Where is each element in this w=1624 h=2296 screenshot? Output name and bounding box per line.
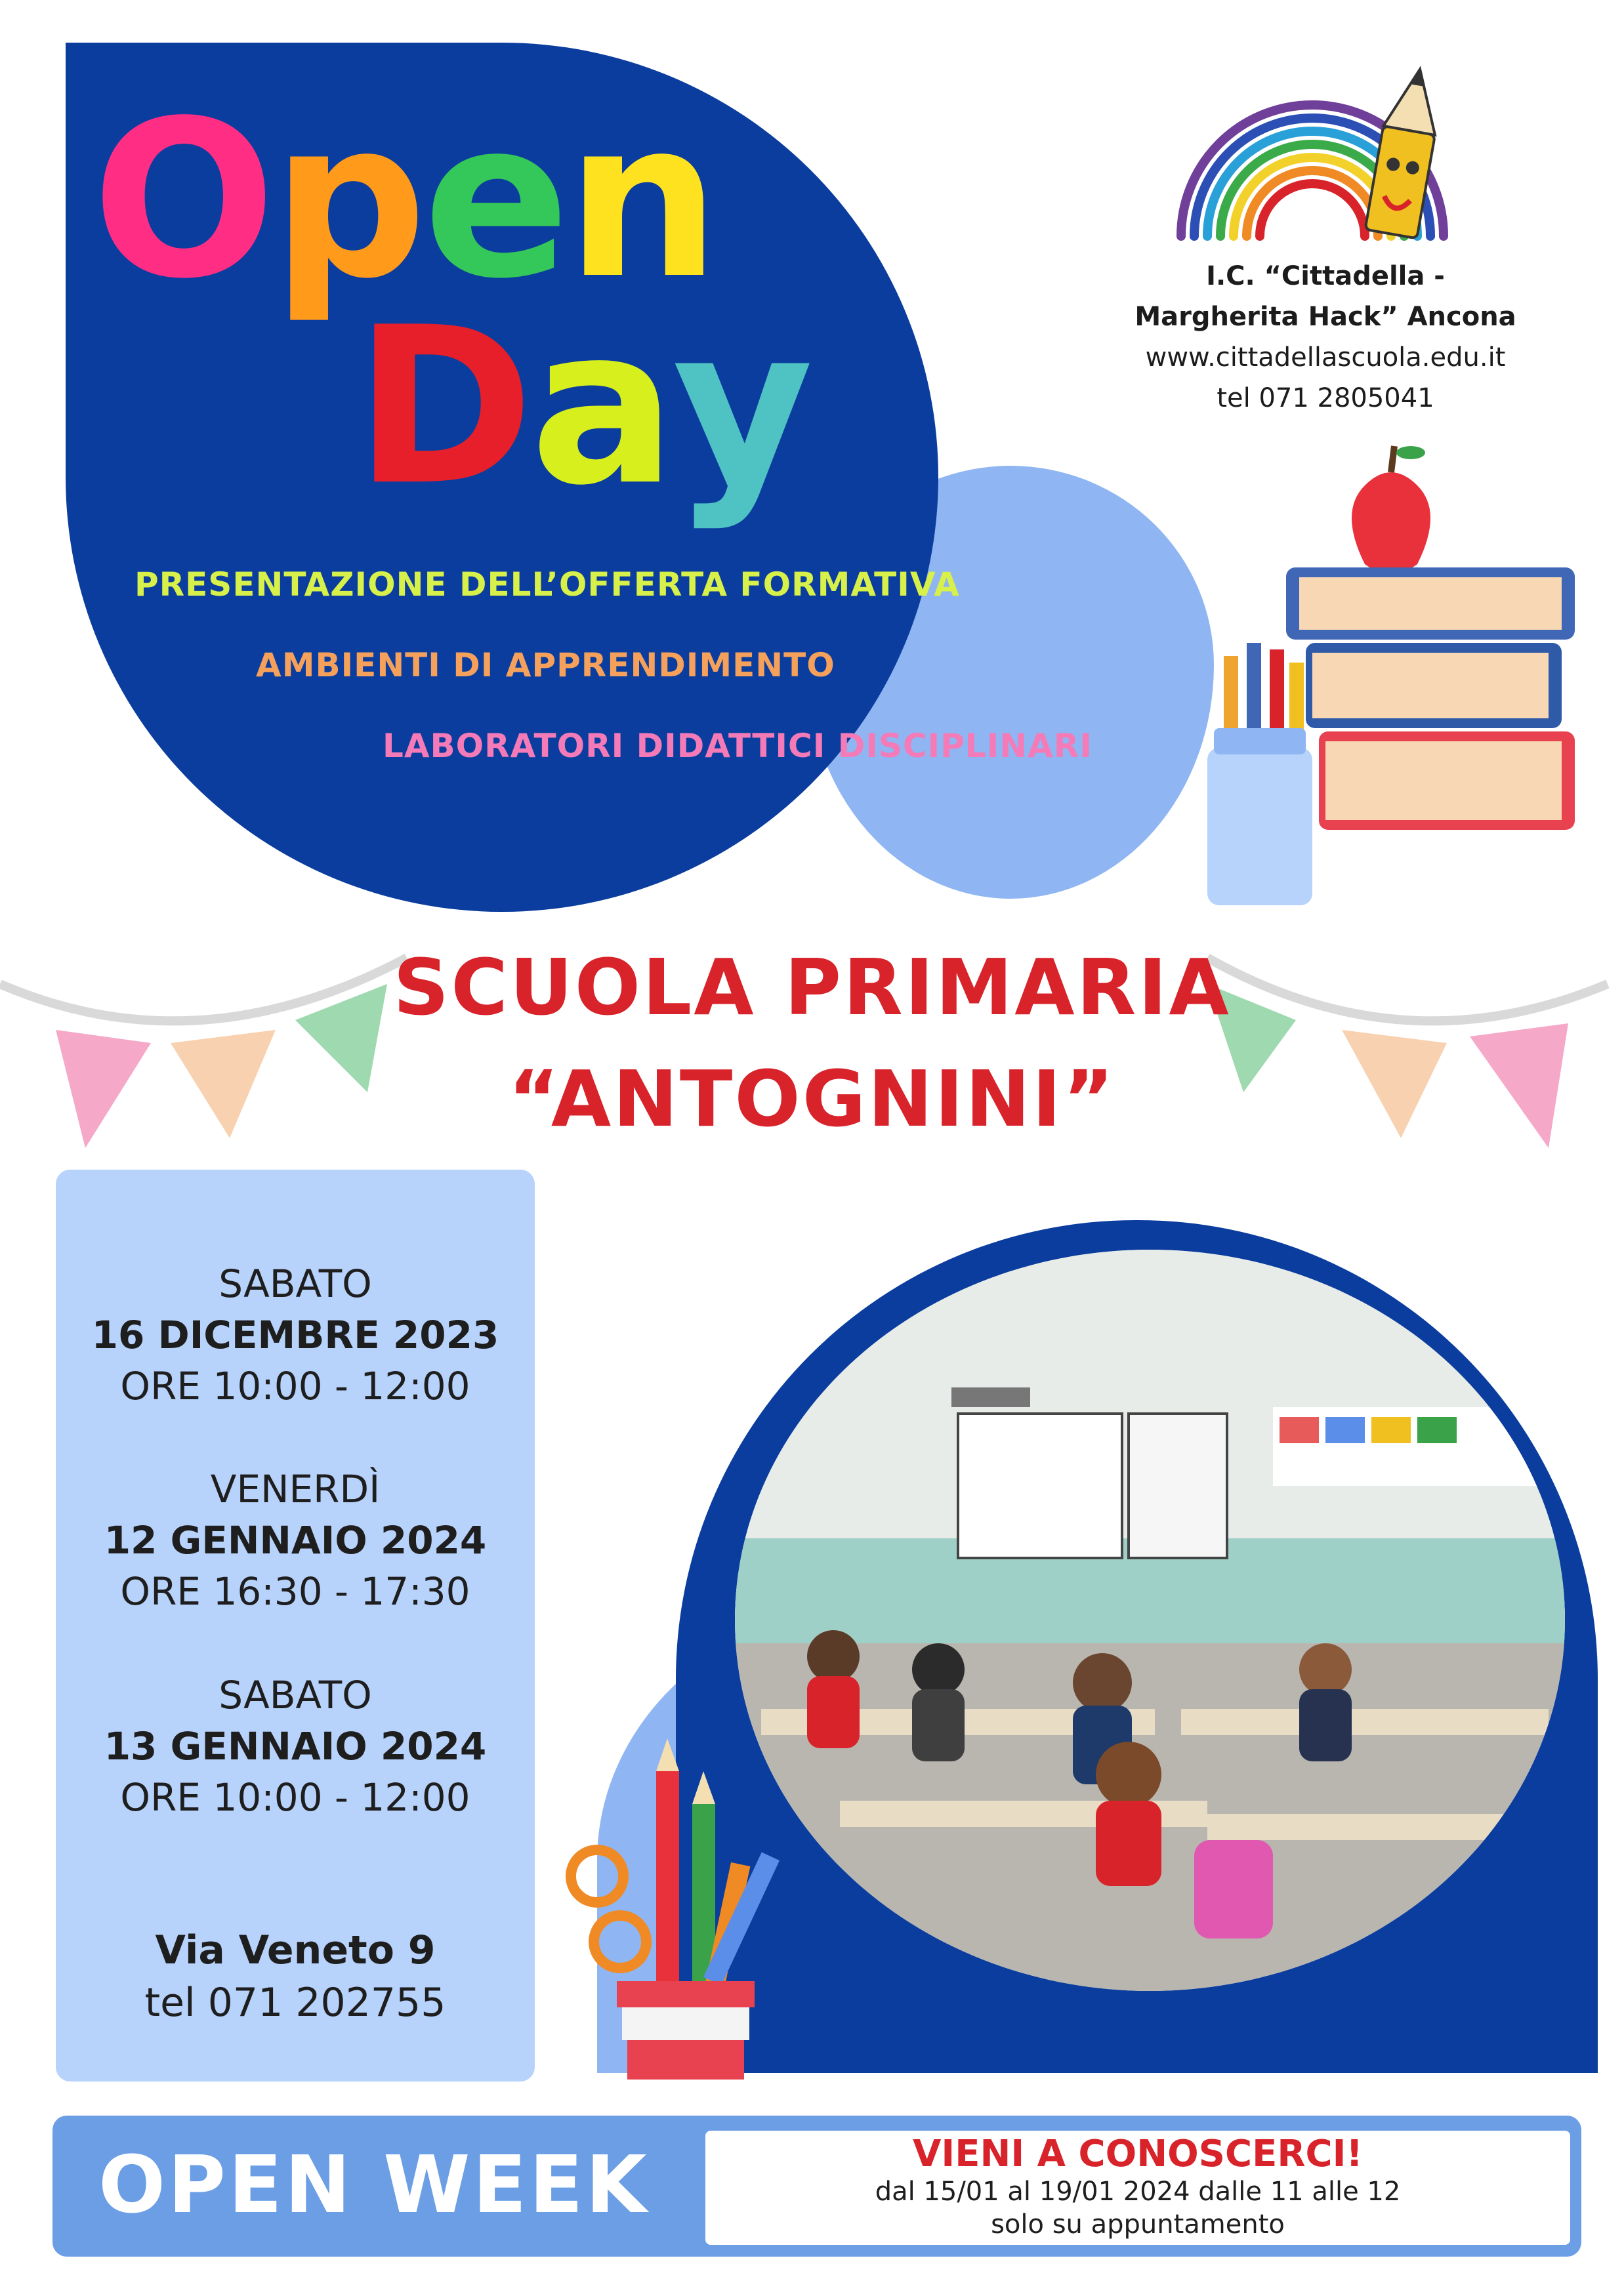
school-logo — [1155, 46, 1496, 249]
headline-letter: a — [530, 281, 673, 533]
event-date-block — [56, 1258, 535, 1412]
event-date-block — [56, 1464, 535, 1617]
school-website[interactable]: www.cittadellascuola.edu.it — [1145, 342, 1506, 373]
headline-line-offerta: PRESENTAZIONE DELL’OFFERTA FORMATIVA — [135, 565, 960, 604]
event-date: 16 DICEMBRE 2023 — [91, 1313, 499, 1357]
event-time: ORE 10:00 - 12:00 — [120, 1364, 470, 1408]
event-time: ORE 10:00 - 12:00 — [120, 1775, 470, 1820]
headline-line-laboratori: LABORATORI DIDATTICI DISCIPLINARI — [383, 727, 1093, 765]
school-name-line2: Margherita Hack” Ancona — [1135, 302, 1516, 332]
day-word — [354, 281, 810, 533]
title-line-2: “ANTOGNINI” — [508, 1054, 1116, 1144]
open-week-info-box — [705, 2131, 1570, 2245]
headline-letter: y — [672, 281, 810, 533]
address-block — [56, 1924, 535, 2029]
event-day: SABATO — [219, 1673, 372, 1717]
headline-letter: e — [423, 74, 566, 326]
headline-letter: n — [566, 74, 717, 326]
open-week-cta: VIENI A CONOSCERCI! — [913, 2133, 1363, 2175]
classroom-photo-image — [735, 1250, 1565, 1991]
books-apple-illustration — [1194, 433, 1588, 918]
open-week-label: OPEN WEEK — [98, 2140, 650, 2231]
headline-letter: p — [272, 74, 423, 326]
address-phone: tel 071 202755 — [144, 1980, 446, 2026]
headline-letter: D — [354, 281, 530, 533]
open-week-note: solo su appuntamento — [991, 2209, 1285, 2240]
school-name-line1: I.C. “Cittadella - — [1206, 261, 1445, 291]
school-info — [1089, 256, 1562, 419]
school-phone: tel 071 2805041 — [1217, 383, 1434, 413]
event-date: 13 GENNAIO 2024 — [104, 1724, 487, 1769]
headline-line-ambienti: AMBIENTI DI APPRENDIMENTO — [256, 646, 835, 684]
event-date: 12 GENNAIO 2024 — [104, 1518, 487, 1563]
main-title — [0, 932, 1624, 1155]
open-word — [92, 74, 717, 326]
address-street: Via Veneto 9 — [155, 1927, 436, 1973]
title-line-1: SCUOLA PRIMARIA — [393, 942, 1231, 1033]
event-date-block — [56, 1670, 535, 1823]
event-time: ORE 16:30 - 17:30 — [120, 1569, 470, 1614]
event-day: SABATO — [219, 1261, 372, 1306]
classroom-photo — [735, 1250, 1565, 1991]
headline-letter: O — [92, 74, 272, 326]
event-day: VENERDÌ — [210, 1467, 381, 1511]
dates-panel — [56, 1170, 535, 2081]
open-week-range: dal 15/01 al 19/01 2024 dalle 11 alle 12 — [875, 2177, 1401, 2207]
pencil-cup-illustration — [551, 1732, 814, 2086]
